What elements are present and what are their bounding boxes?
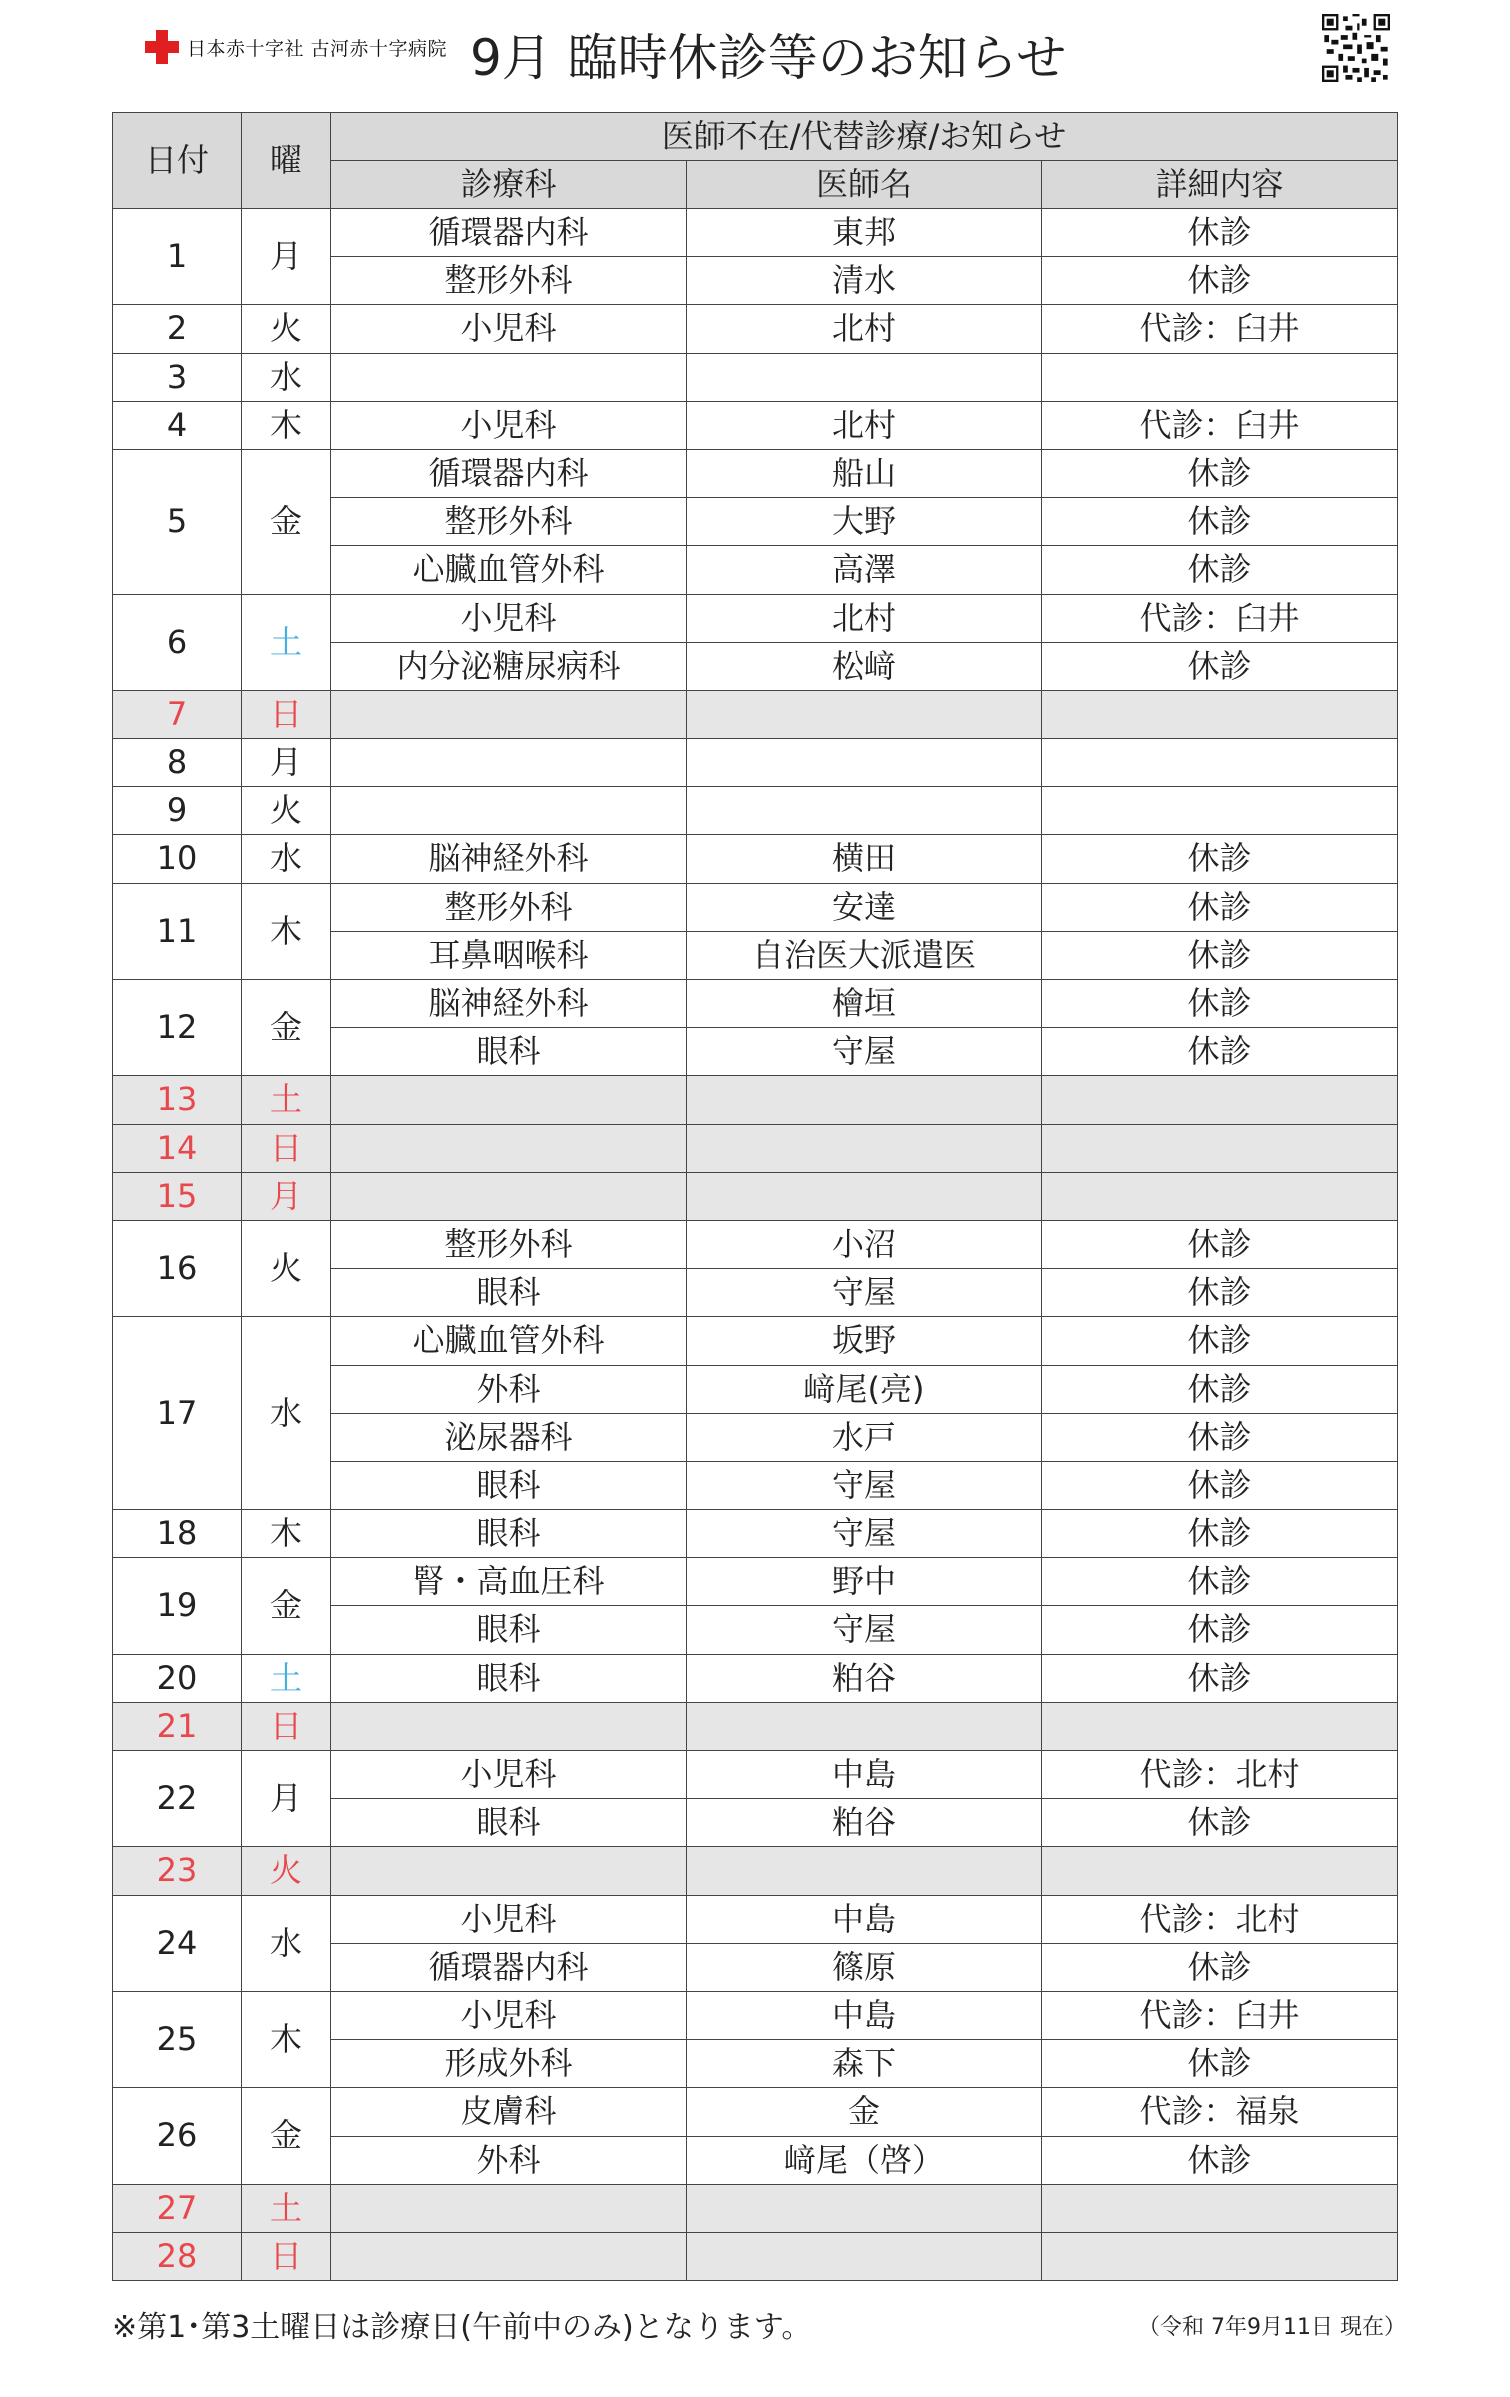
weekday-cell: 金 [242, 449, 331, 594]
doctor-cell: 清水 [687, 257, 1042, 305]
table-row [113, 209, 1398, 257]
group-column-header: 医師不在/代替診療/お知らせ [331, 113, 1398, 161]
department-cell: 形成外科 [331, 2040, 687, 2088]
table-row [113, 690, 1398, 738]
department-cell: 眼科 [331, 1269, 687, 1317]
table-row [113, 1076, 1398, 1124]
department-cell: 内分泌糖尿病科 [331, 642, 687, 690]
department-cell: 眼科 [331, 1654, 687, 1702]
weekday-cell: 土 [242, 1076, 331, 1124]
as-of-date: （令和 7年9月11日 現在） [1138, 2315, 1406, 2340]
table-row [113, 401, 1398, 449]
department-cell: 耳鼻咽喉科 [331, 931, 687, 979]
details-cell [1042, 2232, 1398, 2280]
date-cell: 1 [113, 209, 242, 305]
table-row [113, 1847, 1398, 1895]
doctor-cell: 自治医大派遣医 [687, 931, 1042, 979]
date-cell: 7 [113, 690, 242, 738]
date-cell: 10 [113, 835, 242, 883]
weekday-cell: 火 [242, 305, 331, 353]
date-cell: 14 [113, 1124, 242, 1172]
department-cell: 眼科 [331, 1461, 687, 1509]
doctor-cell [687, 353, 1042, 401]
date-cell: 22 [113, 1751, 242, 1847]
doctor-cell: 﨑尾(亮) [687, 1365, 1042, 1413]
page-title: 9月 臨時休診等のお知らせ [470, 29, 1067, 87]
date-cell: 27 [113, 2184, 242, 2232]
details-cell: 休診 [1042, 883, 1398, 931]
date-column-header: 日付 [113, 113, 242, 209]
department-cell: 整形外科 [331, 257, 687, 305]
department-cell: 循環器内科 [331, 209, 687, 257]
footnote: ※第1･第3土曜日は診療日(午前中のみ)となります。 [112, 2310, 812, 2345]
department-cell [331, 690, 687, 738]
date-cell: 9 [113, 787, 242, 835]
department-cell: 小児科 [331, 401, 687, 449]
department-cell: 脳神経外科 [331, 980, 687, 1028]
doctor-cell: 水戸 [687, 1413, 1042, 1461]
department-column-header: 診療科 [331, 161, 687, 209]
department-cell [331, 1847, 687, 1895]
doctor-cell: 中島 [687, 1751, 1042, 1799]
details-cell: 代診：臼井 [1042, 401, 1398, 449]
department-cell [331, 1172, 687, 1220]
details-cell [1042, 690, 1398, 738]
weekday-cell: 木 [242, 401, 331, 449]
details-cell: 休診 [1042, 931, 1398, 979]
details-cell [1042, 739, 1398, 787]
date-cell: 15 [113, 1172, 242, 1220]
details-cell: 休診 [1042, 1654, 1398, 1702]
doctor-cell: 金 [687, 2088, 1042, 2136]
department-cell: 小児科 [331, 1895, 687, 1943]
doctor-cell [687, 2184, 1042, 2232]
doctor-cell [687, 1172, 1042, 1220]
details-cell [1042, 353, 1398, 401]
details-cell: 休診 [1042, 1317, 1398, 1365]
details-cell [1042, 1702, 1398, 1750]
details-cell: 休診 [1042, 1799, 1398, 1847]
schedule-table [112, 112, 1398, 2281]
department-cell [331, 1124, 687, 1172]
details-cell [1042, 1172, 1398, 1220]
date-cell: 12 [113, 980, 242, 1076]
department-cell [331, 1076, 687, 1124]
weekday-cell: 月 [242, 209, 331, 305]
doctor-cell [687, 787, 1042, 835]
department-cell: 整形外科 [331, 498, 687, 546]
table-row [113, 1702, 1398, 1750]
date-cell: 18 [113, 1510, 242, 1558]
date-cell: 11 [113, 883, 242, 979]
details-cell [1042, 2184, 1398, 2232]
qr-code-icon [1322, 14, 1390, 82]
weekday-cell: 土 [242, 2184, 331, 2232]
doctor-cell [687, 2232, 1042, 2280]
department-cell: 皮膚科 [331, 2088, 687, 2136]
details-cell: 休診 [1042, 1606, 1398, 1654]
department-cell: 循環器内科 [331, 1943, 687, 1991]
department-cell: 心臓血管外科 [331, 546, 687, 594]
doctor-cell: 檜垣 [687, 980, 1042, 1028]
date-cell: 20 [113, 1654, 242, 1702]
department-cell [331, 739, 687, 787]
weekday-cell: 木 [242, 883, 331, 979]
details-cell: 休診 [1042, 498, 1398, 546]
doctor-cell: 北村 [687, 594, 1042, 642]
table-row [113, 594, 1398, 642]
date-cell: 19 [113, 1558, 242, 1654]
table-row [113, 980, 1398, 1028]
hospital-name: 日本赤十字社 古河赤十字病院 [187, 37, 448, 60]
details-cell: 休診 [1042, 980, 1398, 1028]
doctor-cell: 横田 [687, 835, 1042, 883]
details-cell: 休診 [1042, 1365, 1398, 1413]
details-cell: 休診 [1042, 1220, 1398, 1268]
doctor-cell: 北村 [687, 305, 1042, 353]
date-cell: 21 [113, 1702, 242, 1750]
table-row [113, 1751, 1398, 1799]
date-cell: 3 [113, 353, 242, 401]
table-row [113, 305, 1398, 353]
weekday-cell: 月 [242, 739, 331, 787]
weekday-cell: 月 [242, 1172, 331, 1220]
doctor-cell: 篠原 [687, 1943, 1042, 1991]
date-cell: 26 [113, 2088, 242, 2184]
details-cell: 休診 [1042, 2136, 1398, 2184]
weekday-cell: 金 [242, 980, 331, 1076]
doctor-cell: 﨑尾（啓） [687, 2136, 1042, 2184]
doctor-cell: 小沼 [687, 1220, 1042, 1268]
doctor-cell: 安達 [687, 883, 1042, 931]
department-cell: 眼科 [331, 1799, 687, 1847]
doctor-cell: 松﨑 [687, 642, 1042, 690]
weekday-cell: 水 [242, 1895, 331, 1991]
department-cell: 小児科 [331, 1991, 687, 2039]
department-cell: 眼科 [331, 1028, 687, 1076]
table-row [113, 787, 1398, 835]
details-cell: 休診 [1042, 1028, 1398, 1076]
weekday-cell: 水 [242, 353, 331, 401]
details-cell: 休診 [1042, 1558, 1398, 1606]
doctor-cell [687, 1702, 1042, 1750]
doctor-cell: 中島 [687, 1991, 1042, 2039]
details-cell: 休診 [1042, 1943, 1398, 1991]
weekday-cell: 日 [242, 690, 331, 738]
hospital-logo [145, 30, 447, 64]
doctor-cell: 守屋 [687, 1510, 1042, 1558]
table-row [113, 2184, 1398, 2232]
table-row [113, 2232, 1398, 2280]
weekday-cell: 水 [242, 1317, 331, 1510]
doctor-cell [687, 739, 1042, 787]
details-cell: 休診 [1042, 1269, 1398, 1317]
table-row [113, 739, 1398, 787]
weekday-cell: 水 [242, 835, 331, 883]
doctor-cell: 野中 [687, 1558, 1042, 1606]
department-cell [331, 353, 687, 401]
details-column-header: 詳細内容 [1042, 161, 1398, 209]
details-cell: 休診 [1042, 642, 1398, 690]
details-cell: 休診 [1042, 2040, 1398, 2088]
date-cell: 4 [113, 401, 242, 449]
weekday-cell: 土 [242, 594, 331, 690]
department-cell: 循環器内科 [331, 449, 687, 497]
details-cell: 休診 [1042, 449, 1398, 497]
doctor-cell: 守屋 [687, 1606, 1042, 1654]
doctor-cell: 守屋 [687, 1028, 1042, 1076]
doctor-cell: 大野 [687, 498, 1042, 546]
department-cell: 外科 [331, 2136, 687, 2184]
weekday-cell: 木 [242, 1991, 331, 2087]
table-row [113, 1172, 1398, 1220]
details-cell: 休診 [1042, 835, 1398, 883]
weekday-cell: 火 [242, 787, 331, 835]
doctor-cell: 粕谷 [687, 1799, 1042, 1847]
table-row [113, 883, 1398, 931]
doctor-cell: 高澤 [687, 546, 1042, 594]
table-row [113, 1220, 1398, 1268]
weekday-cell: 火 [242, 1847, 331, 1895]
date-cell: 5 [113, 449, 242, 594]
weekday-column-header: 曜 [242, 113, 331, 209]
doctor-cell: 粕谷 [687, 1654, 1042, 1702]
doctor-cell [687, 1076, 1042, 1124]
date-cell: 16 [113, 1220, 242, 1316]
department-cell: 小児科 [331, 305, 687, 353]
details-cell [1042, 1124, 1398, 1172]
details-cell: 休診 [1042, 1413, 1398, 1461]
table-row [113, 1991, 1398, 2039]
details-cell: 休診 [1042, 209, 1398, 257]
table-row [113, 835, 1398, 883]
doctor-cell: 守屋 [687, 1461, 1042, 1509]
details-cell: 代診：臼井 [1042, 305, 1398, 353]
department-cell: 整形外科 [331, 883, 687, 931]
table-row [113, 1317, 1398, 1365]
weekday-cell: 木 [242, 1510, 331, 1558]
date-cell: 2 [113, 305, 242, 353]
details-cell [1042, 787, 1398, 835]
weekday-cell: 金 [242, 2088, 331, 2184]
department-cell: 眼科 [331, 1510, 687, 1558]
department-cell: 脳神経外科 [331, 835, 687, 883]
doctor-column-header: 医師名 [687, 161, 1042, 209]
doctor-cell: 守屋 [687, 1269, 1042, 1317]
date-cell: 17 [113, 1317, 242, 1510]
department-cell: 小児科 [331, 594, 687, 642]
details-cell [1042, 1076, 1398, 1124]
weekday-cell: 日 [242, 1124, 331, 1172]
table-row [113, 353, 1398, 401]
weekday-cell: 土 [242, 1654, 331, 1702]
department-cell: 腎・高血圧科 [331, 1558, 687, 1606]
date-cell: 23 [113, 1847, 242, 1895]
red-cross-icon [145, 30, 179, 64]
department-cell: 眼科 [331, 1606, 687, 1654]
table-row [113, 1510, 1398, 1558]
weekday-cell: 日 [242, 1702, 331, 1750]
date-cell: 6 [113, 594, 242, 690]
details-cell: 代診：臼井 [1042, 594, 1398, 642]
details-cell: 代診：福泉 [1042, 2088, 1398, 2136]
details-cell: 休診 [1042, 257, 1398, 305]
department-cell: 泌尿器科 [331, 1413, 687, 1461]
date-cell: 24 [113, 1895, 242, 1991]
date-cell: 8 [113, 739, 242, 787]
date-cell: 25 [113, 1991, 242, 2087]
date-cell: 28 [113, 2232, 242, 2280]
details-cell [1042, 1847, 1398, 1895]
details-cell: 休診 [1042, 546, 1398, 594]
department-cell: 心臓血管外科 [331, 1317, 687, 1365]
department-cell [331, 2232, 687, 2280]
details-cell: 休診 [1042, 1510, 1398, 1558]
department-cell [331, 1702, 687, 1750]
doctor-cell [687, 690, 1042, 738]
details-cell: 休診 [1042, 1461, 1398, 1509]
weekday-cell: 金 [242, 1558, 331, 1654]
department-cell: 整形外科 [331, 1220, 687, 1268]
department-cell [331, 2184, 687, 2232]
doctor-cell: 北村 [687, 401, 1042, 449]
doctor-cell: 船山 [687, 449, 1042, 497]
department-cell: 小児科 [331, 1751, 687, 1799]
details-cell: 代診：臼井 [1042, 1991, 1398, 2039]
details-cell: 代診：北村 [1042, 1895, 1398, 1943]
department-cell [331, 787, 687, 835]
table-row [113, 1895, 1398, 1943]
doctor-cell: 坂野 [687, 1317, 1042, 1365]
weekday-cell: 月 [242, 1751, 331, 1847]
department-cell: 外科 [331, 1365, 687, 1413]
doctor-cell [687, 1847, 1042, 1895]
date-cell: 13 [113, 1076, 242, 1124]
table-row [113, 1124, 1398, 1172]
doctor-cell: 森下 [687, 2040, 1042, 2088]
table-row [113, 449, 1398, 497]
table-row [113, 2088, 1398, 2136]
doctor-cell: 東邦 [687, 209, 1042, 257]
doctor-cell: 中島 [687, 1895, 1042, 1943]
doctor-cell [687, 1124, 1042, 1172]
weekday-cell: 火 [242, 1220, 331, 1316]
table-row [113, 1654, 1398, 1702]
table-row [113, 1558, 1398, 1606]
weekday-cell: 日 [242, 2232, 331, 2280]
details-cell: 代診：北村 [1042, 1751, 1398, 1799]
